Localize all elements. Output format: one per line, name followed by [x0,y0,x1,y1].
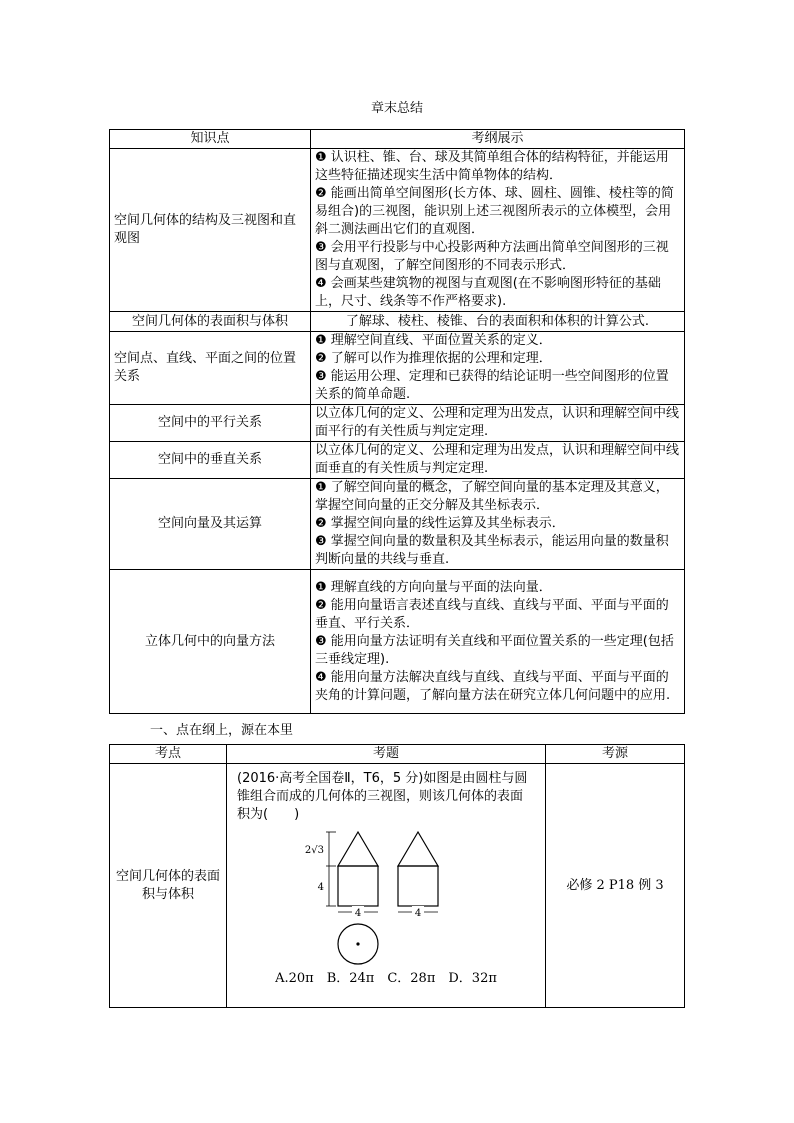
table-row [110,479,685,570]
table-row [110,570,685,714]
header-question: 考题 [227,745,546,764]
side-view-cylinder [398,866,438,906]
header-outline: 考纲展示 [311,130,685,149]
cone-height-label: 2√3 [304,845,324,856]
side-view-cone [398,832,438,866]
outline-line: ❷ 掌握空间向量的线性运算及其坐标表示． [315,516,565,531]
topic-cell: 空间几何体的结构及三视图和直观图 [110,149,311,312]
table-row [110,312,685,332]
outline-line: ❸ 能用向量方法证明有关直线和平面位置关系的一些定理(包括三垂线定理). [315,633,674,667]
exam-question-cell [227,764,546,1008]
cylinder-height-label: 4 [317,882,324,893]
answer-options: A.20π B．24π C．28π D．32π [275,971,497,986]
outline-line: ❶ 理解空间直线、平面位置关系的定义． [315,333,552,348]
topic-cell: 空间点、直线、平面之间的位置关系 [110,332,311,405]
top-view-center-dot [356,942,359,945]
outline-cell: 了解球、棱柱、棱锥、台的表面积和体积的计算公式. [311,312,685,332]
page-title: 章末总结 [370,101,423,116]
outline-cell: 以立体几何的定义、公理和定理为出发点，认识和理解空间中线面平行的有关性质与判定定理. [311,405,685,442]
topic-cell: 空间向量及其运算 [110,479,311,570]
outline-line: ❷ 了解可以作为推理依据的公理和定理． [315,351,552,366]
table-header-row [110,745,685,764]
header-source: 考源 [546,745,685,764]
header-topic: 知识点 [110,130,311,149]
outline-line: ❸ 掌握空间向量的数量积及其坐标表示，能运用向量的数量积判断向量的共线与垂直. [315,534,669,567]
front-view-cylinder [338,866,378,906]
exam-table [109,744,685,1008]
topic-cell: 空间中的垂直关系 [110,442,311,479]
outline-line: ❹ 会画某些建筑物的视图与直观图(在不影响图形特征的基础上，尺寸、线条等不作严格要求). [315,276,661,309]
outline-line: ❶ 认识柱、锥、台、球及其简单组合体的结构特征，并能运用这些特征描述现实生活中简单物体的结构． [315,150,669,183]
outline-line: ❷ 能画出简单空间图形(长方体、球、圆柱、圆锥、棱柱等的简易组合)的三视图，能识别上述三视图所表示的立体模型，会用斜二测法画出它们的直观图． [315,186,674,237]
outline-cell [311,479,685,570]
front-width-label: 4 [354,908,362,919]
outline-cell [311,570,685,714]
outline-line: ❸ 能运用公理、定理和已获得的结论证明一些空间图形的位置关系的简单命题. [315,369,669,402]
outline-table [109,129,685,714]
side-width-label: 4 [414,908,422,919]
topic-cell: 空间几何体的表面积与体积 [110,312,311,332]
front-view-cone [338,832,378,866]
table-row [110,764,685,1008]
exam-source-cell: 必修 2 P18 例 3 [546,764,685,1008]
exam-point-cell: 空间几何体的表面积与体积 [110,764,227,1008]
three-view-figure [296,828,476,968]
outline-cell: 以立体几何的定义、公理和定理为出发点，认识和理解空间中线面垂直的有关性质与判定定理. [311,442,685,479]
question-text: (2016·高考全国卷Ⅱ，T6，5 分)如图是由圆柱与圆锥组合而成的几何体的三视图，则该几何体的表面积为( ) [237,771,528,822]
table-header-row [110,130,685,149]
table-row [110,442,685,479]
table-row [110,149,685,312]
header-point: 考点 [110,745,227,764]
outline-line: ❷ 能用向量语言表述直线与直线、直线与平面、平面与平面的垂直、平行关系． [315,597,669,631]
outline-cell [311,149,685,312]
table-row [110,332,685,405]
outline-line: ❹ 能用向量方法解决直线与直线、直线与平面、平面与平面的夹角的计算问题，了解向量方法在研究立体几何问题中的应用. [315,669,671,703]
outline-line: ❸ 会用平行投影与中心投影两种方法画出简单空间图形的三视图与直观图，了解空间图形的不同表示形式． [315,240,669,273]
table-row [110,405,685,442]
section-heading: 一、点在纲上，源在本里 [150,723,294,738]
topic-cell: 立体几何中的向量方法 [110,570,311,714]
topic-cell: 空间中的平行关系 [110,405,311,442]
outline-line: ❶ 了解空间向量的概念，了解空间向量的基本定理及其意义，掌握空间向量的正交分解及其坐标表示． [315,480,669,513]
outline-line: ❶ 理解直线的方向向量与平面的法向量． [315,579,552,595]
outline-cell [311,332,685,405]
